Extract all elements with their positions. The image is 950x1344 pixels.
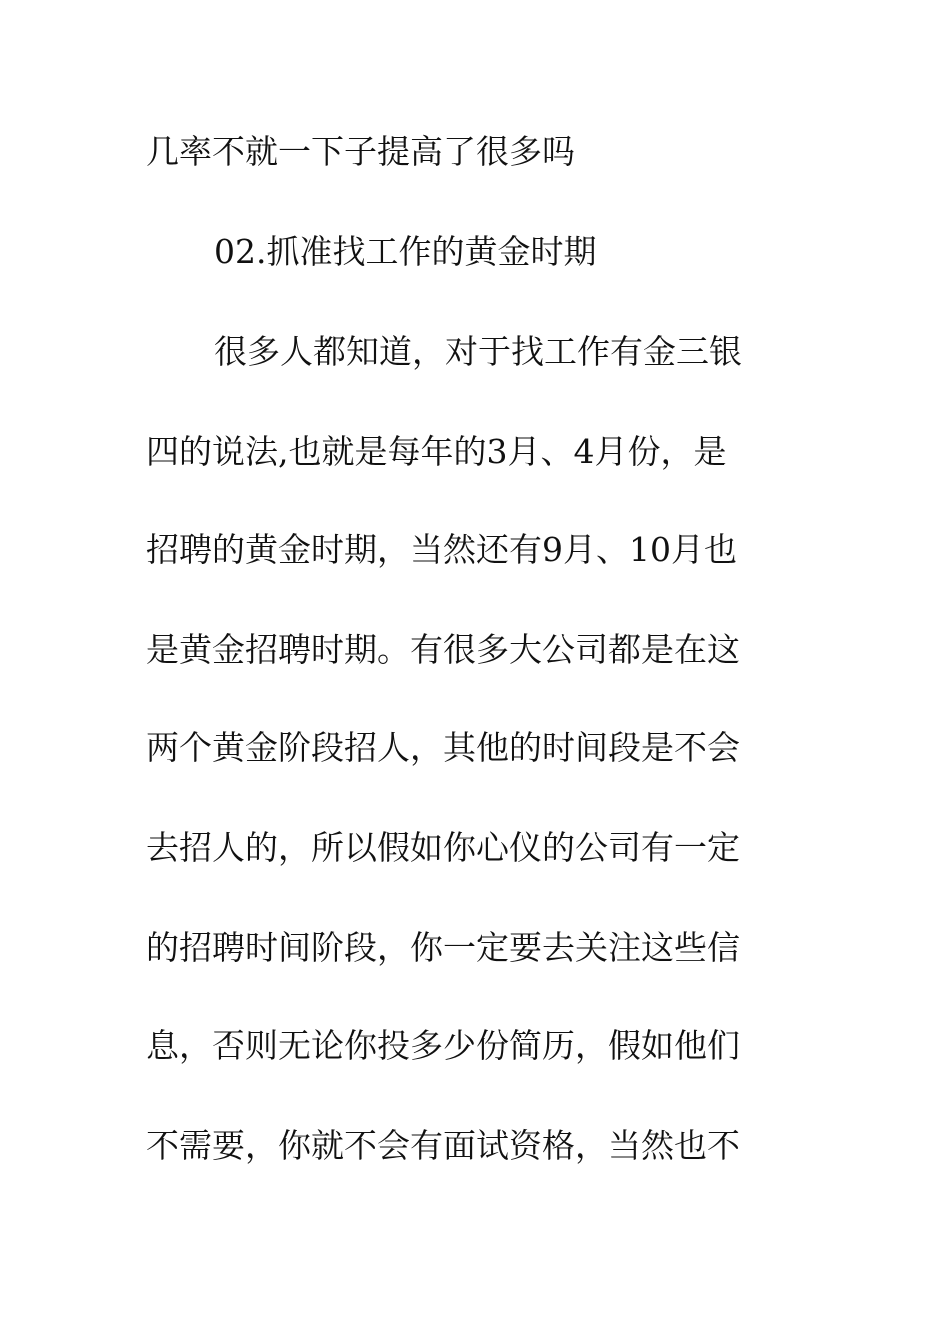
paragraph-line: 招聘的黄金时期，当然还有9月、10月也 — [146, 530, 737, 569]
paragraph-first-line: 很多人都知道，对于找工作有金三银 — [214, 332, 742, 371]
paragraph-line: 两个黄金阶段招人，其他的时间段是不会 — [146, 728, 740, 767]
section-heading: 02.抓准找工作的黄金时期 — [214, 232, 597, 271]
paragraph-line: 的招聘时间阶段，你一定要去关注这些信 — [146, 928, 740, 967]
paragraph-line: 不需要，你就不会有面试资格，当然也不 — [146, 1126, 740, 1165]
paragraph-line: 是黄金招聘时期。有很多大公司都是在这 — [146, 630, 740, 669]
paragraph-line: 四的说法,也就是每年的3月、4月份，是 — [146, 432, 727, 471]
text-line-continuation: 几率不就一下子提高了很多吗 — [146, 132, 575, 171]
paragraph-line: 去招人的，所以假如你心仪的公司有一定 — [146, 828, 740, 867]
paragraph-line: 息，否则无论你投多少份简历，假如他们 — [146, 1026, 740, 1065]
